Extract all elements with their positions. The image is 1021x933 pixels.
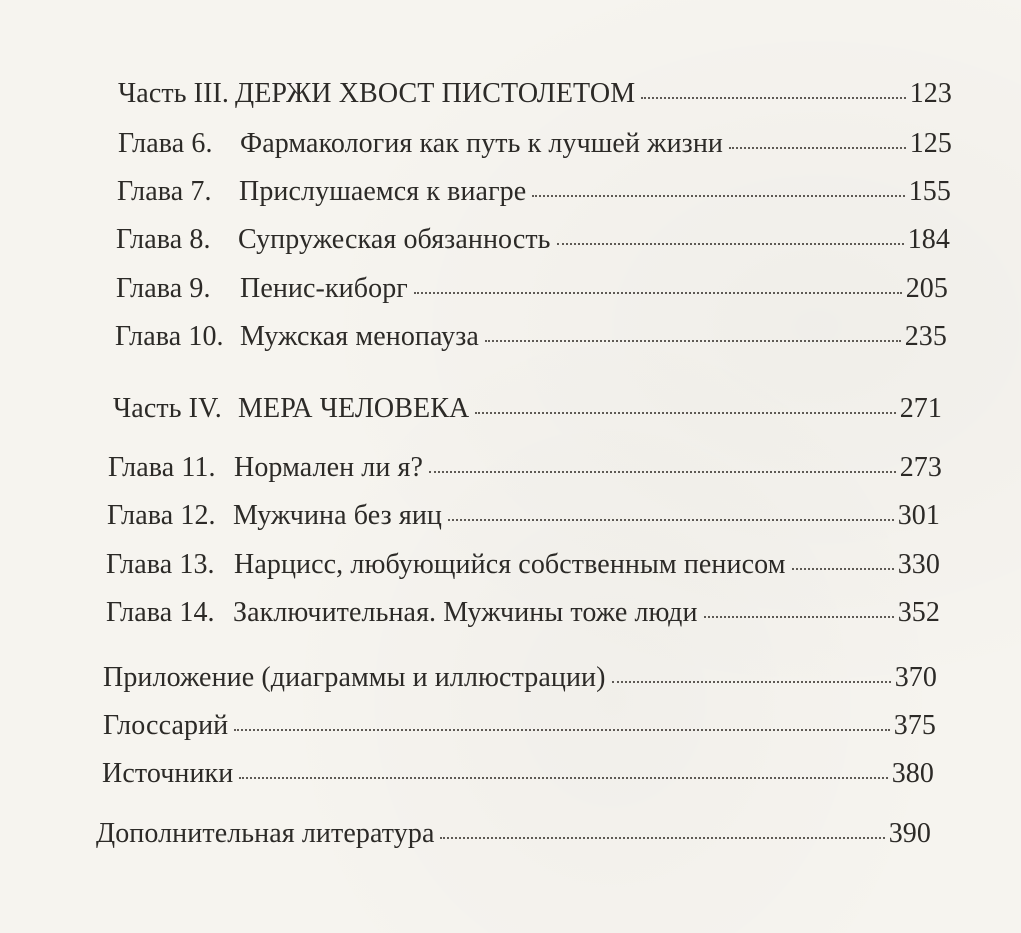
toc-page-number: 375 bbox=[893, 710, 936, 741]
toc-backmatter-title: Приложение (диаграммы и иллюстрации) bbox=[103, 662, 606, 693]
toc-backmatter-row bbox=[102, 760, 934, 788]
toc-backmatter-row bbox=[103, 664, 937, 692]
toc-part-row bbox=[113, 395, 942, 423]
toc-page-number: 273 bbox=[899, 452, 942, 483]
toc-page-number: 380 bbox=[891, 758, 934, 789]
toc-chapter-label: Глава 8. bbox=[116, 224, 211, 255]
toc-page-number: 125 bbox=[909, 128, 952, 159]
toc-part-label: Часть III. bbox=[118, 78, 230, 109]
toc-page-number: 370 bbox=[894, 662, 937, 693]
toc-page-number: 352 bbox=[897, 597, 940, 628]
toc-chapter-label: Глава 6. bbox=[118, 128, 213, 159]
toc-chapter-row bbox=[118, 130, 952, 158]
toc-leader-dots bbox=[440, 837, 884, 839]
toc-part-title: ДЕРЖИ ХВОСТ ПИСТОЛЕТОМ bbox=[235, 78, 636, 109]
toc-chapter-title: Пенис-киборг bbox=[240, 273, 408, 304]
toc-chapter-row bbox=[108, 454, 942, 482]
toc-part-title: МЕРА ЧЕЛОВЕКА bbox=[238, 393, 470, 424]
toc-page-number: 390 bbox=[888, 818, 931, 849]
toc-leader-dots bbox=[414, 292, 902, 294]
toc-leader-dots bbox=[485, 340, 901, 342]
toc-backmatter-row bbox=[103, 712, 936, 740]
toc-leader-dots bbox=[475, 412, 895, 414]
toc-chapter-title: Заключительная. Мужчины тоже люди bbox=[233, 597, 698, 628]
toc-chapter-title: Супружеская обязанность bbox=[238, 224, 551, 255]
toc-chapter-row bbox=[116, 226, 950, 254]
toc-leader-dots bbox=[729, 147, 906, 149]
toc-chapter-title: Фармакология как путь к лучшей жизни bbox=[240, 128, 724, 159]
toc-leader-dots bbox=[612, 681, 891, 683]
toc-page-number: 301 bbox=[897, 500, 940, 531]
toc-page-number: 330 bbox=[897, 549, 940, 580]
toc-leader-dots bbox=[557, 243, 904, 245]
toc-chapter-label: Глава 14. bbox=[106, 597, 215, 628]
toc-part-label: Часть IV. bbox=[113, 393, 222, 424]
toc-backmatter-title: Глоссарий bbox=[103, 710, 229, 741]
toc-leader-dots bbox=[429, 471, 896, 473]
toc-chapter-row bbox=[117, 178, 951, 206]
toc-chapter-label: Глава 11. bbox=[108, 452, 216, 483]
toc-leader-dots bbox=[792, 568, 894, 570]
toc-backmatter-title: Источники bbox=[102, 758, 234, 789]
toc-chapter-title: Нормален ли я? bbox=[234, 452, 424, 483]
toc-leader-dots bbox=[448, 519, 894, 521]
toc-leader-dots bbox=[239, 777, 887, 779]
toc-leader-dots bbox=[532, 195, 904, 197]
toc-chapter-row bbox=[106, 599, 940, 627]
toc-page-number: 271 bbox=[899, 393, 942, 424]
toc-part-row bbox=[118, 80, 952, 108]
toc-chapter-label: Глава 13. bbox=[106, 549, 215, 580]
toc-leader-dots bbox=[704, 616, 894, 618]
toc-leader-dots bbox=[641, 97, 905, 99]
toc-page-number: 184 bbox=[907, 224, 950, 255]
toc-chapter-title: Мужчина без яиц bbox=[233, 500, 443, 531]
toc-page-number: 205 bbox=[905, 273, 948, 304]
toc-chapter-label: Глава 9. bbox=[116, 273, 211, 304]
toc-chapter-title: Мужская менопауза bbox=[240, 321, 479, 352]
toc-chapter-row bbox=[116, 275, 948, 303]
toc-chapter-row bbox=[106, 551, 940, 579]
toc-backmatter-title: Дополнительная литература bbox=[96, 818, 435, 849]
toc-chapter-label: Глава 10. bbox=[115, 321, 224, 352]
toc-leader-dots bbox=[234, 729, 889, 731]
toc-chapter-title: Прислушаемся к виагре bbox=[239, 176, 527, 207]
toc-page-number: 155 bbox=[908, 176, 951, 207]
toc-page-number: 235 bbox=[904, 321, 947, 352]
toc-chapter-row bbox=[115, 323, 947, 351]
toc-chapter-label: Глава 12. bbox=[107, 500, 216, 531]
toc-page-number: 123 bbox=[909, 78, 952, 109]
toc-chapter-title: Нарцисс, любующийся собственным пенисом bbox=[234, 549, 786, 580]
toc-backmatter-row bbox=[96, 820, 931, 848]
toc-chapter-row bbox=[107, 502, 940, 530]
toc-chapter-label: Глава 7. bbox=[117, 176, 212, 207]
